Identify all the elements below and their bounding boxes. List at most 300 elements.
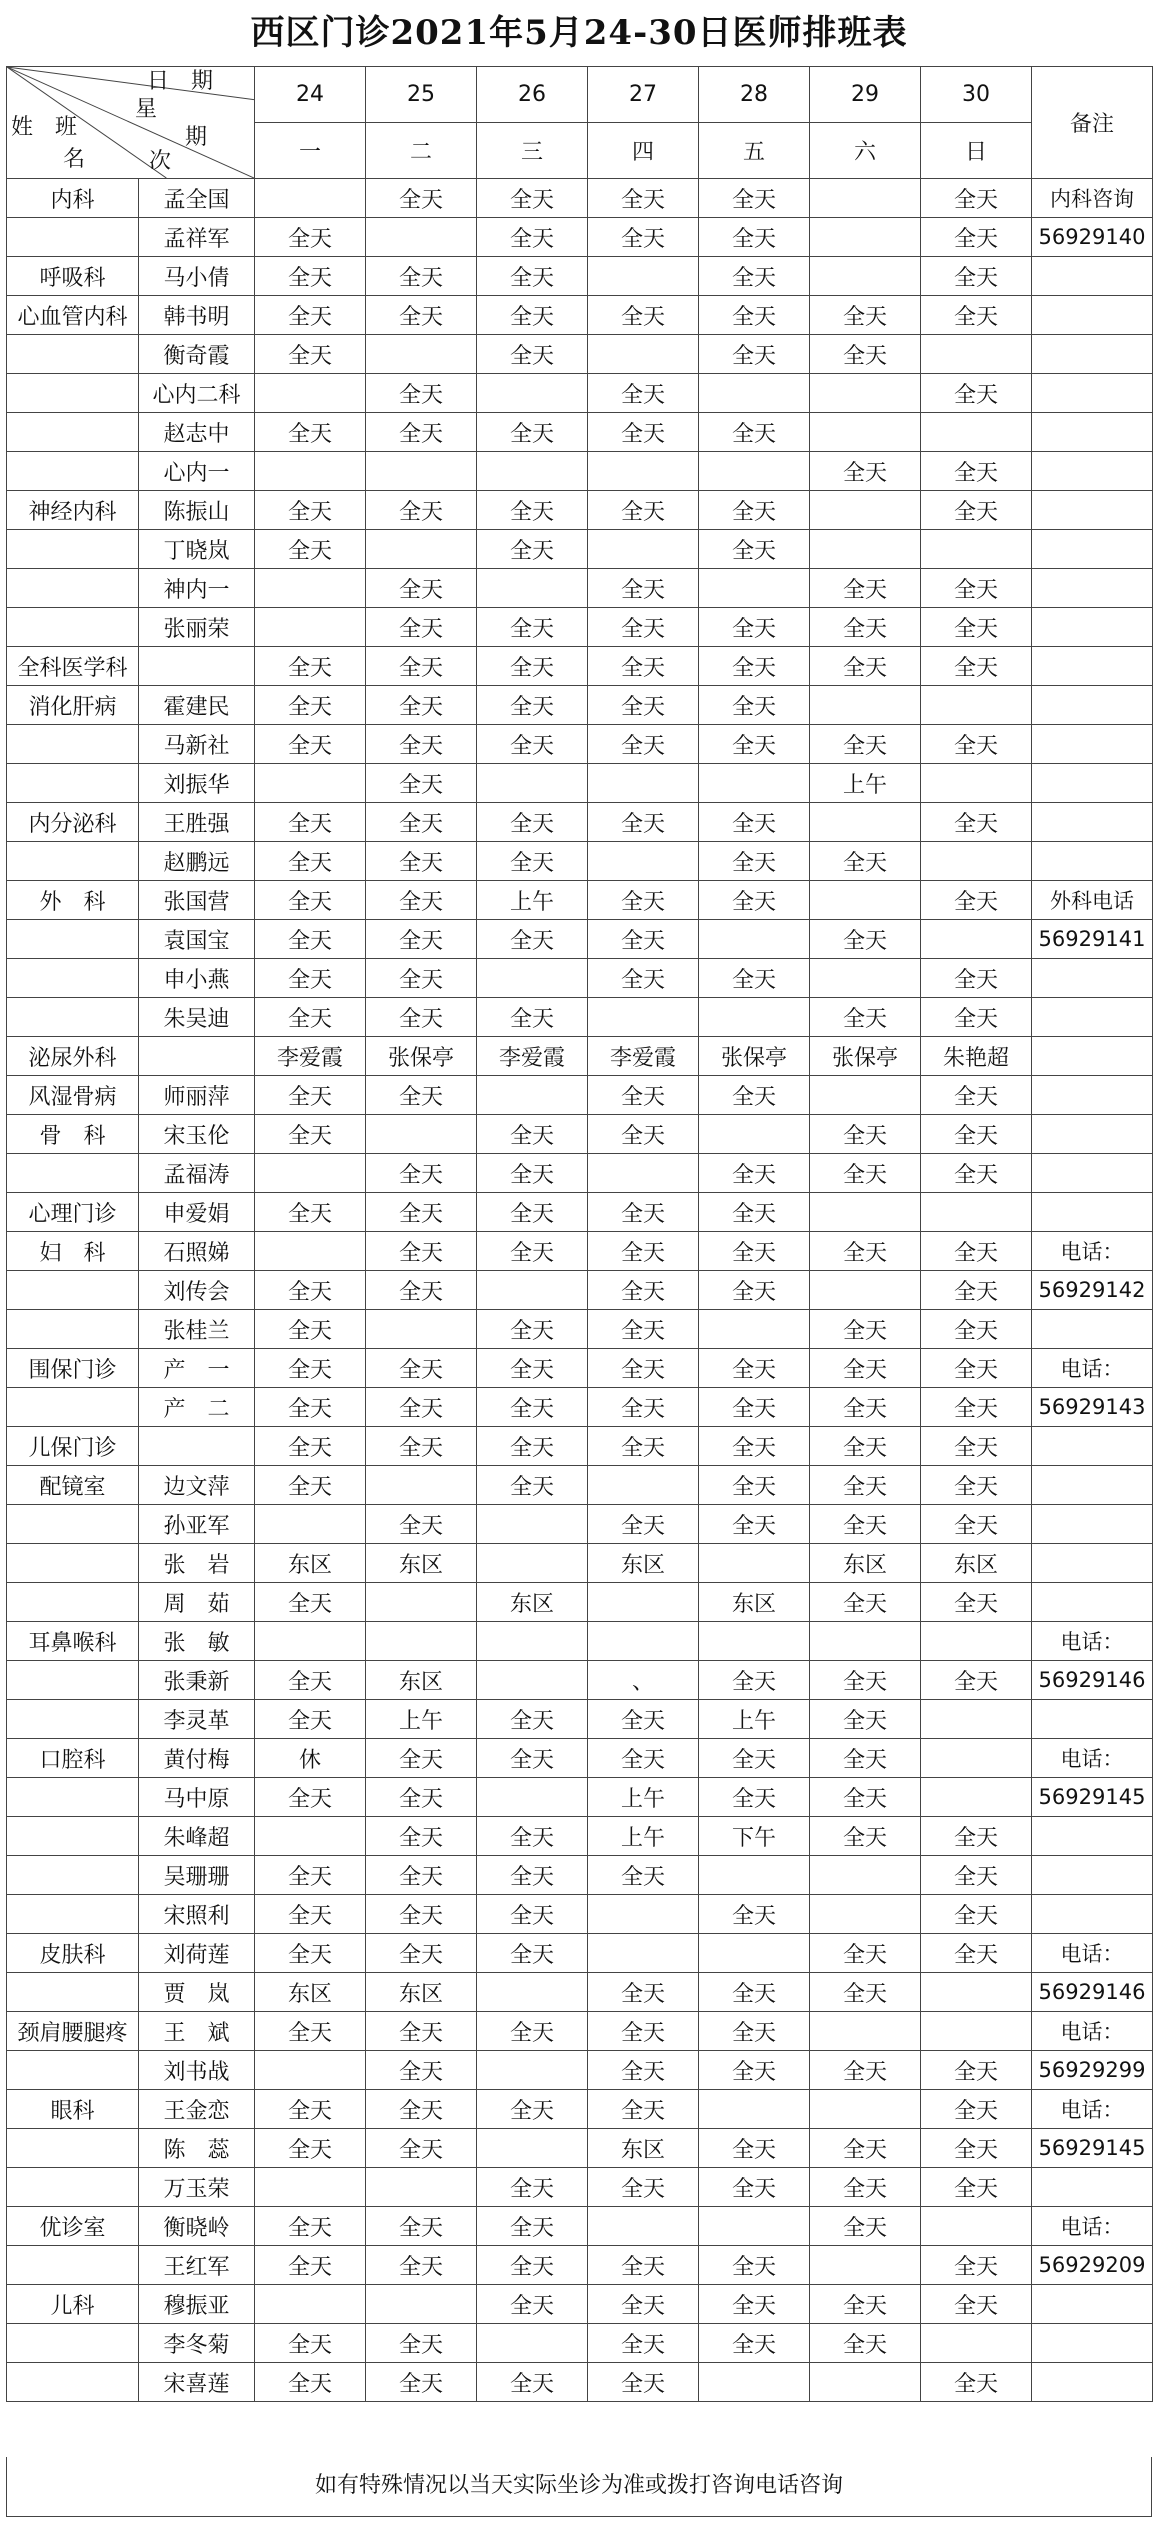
department-cell xyxy=(7,842,139,881)
shift-cell: 全天 xyxy=(921,881,1032,920)
shift-cell: 全天 xyxy=(699,2168,810,2207)
shift-cell: 全天 xyxy=(477,257,588,296)
shift-cell: 全天 xyxy=(921,296,1032,335)
shift-cell: 全天 xyxy=(255,257,366,296)
shift-cell xyxy=(921,1622,1032,1661)
shift-cell: 全天 xyxy=(366,2246,477,2285)
shift-cell: 全天 xyxy=(588,2324,699,2363)
department-cell: 儿保门诊 xyxy=(7,1427,139,1466)
shift-cell: 全天 xyxy=(477,1310,588,1349)
shift-cell: 全天 xyxy=(588,1700,699,1739)
shift-cell: 全天 xyxy=(477,1388,588,1427)
schedule-table xyxy=(6,66,1153,2402)
shift-cell xyxy=(921,1193,1032,1232)
doctor-name-cell xyxy=(139,1427,255,1466)
shift-cell: 全天 xyxy=(921,1310,1032,1349)
shift-cell: 东区 xyxy=(255,1544,366,1583)
doctor-name-cell: 心内二科 xyxy=(139,374,255,413)
shift-cell: 全天 xyxy=(366,1193,477,1232)
shift-cell: 全天 xyxy=(588,1232,699,1271)
shift-cell: 全天 xyxy=(810,569,921,608)
shift-cell: 全天 xyxy=(588,647,699,686)
shift-cell xyxy=(366,1622,477,1661)
shift-cell: 全天 xyxy=(810,1154,921,1193)
shift-cell xyxy=(477,1505,588,1544)
shift-cell: 全天 xyxy=(588,1271,699,1310)
shift-cell: 全天 xyxy=(588,1739,699,1778)
shift-cell xyxy=(477,1973,588,2012)
shift-cell: 全天 xyxy=(699,2246,810,2285)
shift-cell: 全天 xyxy=(255,218,366,257)
shift-cell xyxy=(255,764,366,803)
doctor-name-cell: 王红军 xyxy=(139,2246,255,2285)
shift-cell: 全天 xyxy=(477,2012,588,2051)
table-row xyxy=(7,1817,1153,1856)
shift-cell: 全天 xyxy=(477,1895,588,1934)
shift-cell: 全天 xyxy=(477,686,588,725)
shift-cell: 张保亭 xyxy=(699,1037,810,1076)
table-row xyxy=(7,686,1153,725)
department-cell xyxy=(7,1154,139,1193)
remark-cell: 56929299 xyxy=(1032,2051,1153,2090)
shift-cell xyxy=(477,1661,588,1700)
shift-cell: 全天 xyxy=(699,218,810,257)
doctor-name-cell: 边文萍 xyxy=(139,1466,255,1505)
shift-cell: 全天 xyxy=(810,1427,921,1466)
shift-cell: 全天 xyxy=(255,2207,366,2246)
department-cell xyxy=(7,1310,139,1349)
table-row xyxy=(7,1505,1153,1544)
table-row xyxy=(7,335,1153,374)
corner-dept-label: 名 xyxy=(63,147,86,172)
shift-cell: 全天 xyxy=(366,2324,477,2363)
shift-cell: 全天 xyxy=(366,2207,477,2246)
shift-cell: 全天 xyxy=(255,803,366,842)
shift-cell: 全天 xyxy=(699,647,810,686)
shift-cell: 全天 xyxy=(255,1388,366,1427)
page-title: 西区门诊2021年5月24-30日医师排班表 xyxy=(250,13,908,53)
table-row xyxy=(7,2168,1153,2207)
shift-cell: 全天 xyxy=(810,1778,921,1817)
shift-cell: 东区 xyxy=(366,1661,477,1700)
shift-cell: 全天 xyxy=(366,569,477,608)
shift-cell: 全天 xyxy=(810,1973,921,2012)
doctor-name-cell: 产 一 xyxy=(139,1349,255,1388)
doctor-name-cell: 刘传会 xyxy=(139,1271,255,1310)
shift-cell xyxy=(699,1544,810,1583)
weekday-cell: 一 xyxy=(255,123,366,179)
shift-cell: 全天 xyxy=(366,1232,477,1271)
doctor-name-cell: 赵鹏远 xyxy=(139,842,255,881)
shift-cell: 全天 xyxy=(810,335,921,374)
remark-cell xyxy=(1032,686,1153,725)
shift-cell: 全天 xyxy=(699,2324,810,2363)
shift-cell xyxy=(921,1700,1032,1739)
shift-cell: 全天 xyxy=(810,1349,921,1388)
table-row xyxy=(7,2207,1153,2246)
department-cell: 优诊室 xyxy=(7,2207,139,2246)
corner-weekday-label: 星 xyxy=(135,97,158,122)
remark-cell: 56929140 xyxy=(1032,218,1153,257)
shift-cell: 、 xyxy=(588,1661,699,1700)
shift-cell: 全天 xyxy=(699,1388,810,1427)
date-cell: 29 xyxy=(810,67,921,123)
shift-cell: 全天 xyxy=(699,179,810,218)
shift-cell: 全天 xyxy=(366,686,477,725)
shift-cell: 全天 xyxy=(255,335,366,374)
shift-cell: 全天 xyxy=(810,1817,921,1856)
shift-cell: 全天 xyxy=(699,1661,810,1700)
doctor-name-cell: 衡晓岭 xyxy=(139,2207,255,2246)
table-row xyxy=(7,1193,1153,1232)
shift-cell: 全天 xyxy=(810,296,921,335)
shift-cell: 全天 xyxy=(366,2363,477,2402)
shift-cell: 全天 xyxy=(699,881,810,920)
shift-cell xyxy=(699,452,810,491)
table-row xyxy=(7,2129,1153,2168)
shift-cell: 全天 xyxy=(921,998,1032,1037)
remark-cell: 电话： xyxy=(1032,1349,1153,1388)
shift-cell: 全天 xyxy=(699,2012,810,2051)
shift-cell: 全天 xyxy=(921,2246,1032,2285)
remark-cell xyxy=(1032,413,1153,452)
shift-cell: 全天 xyxy=(366,998,477,1037)
remark-cell xyxy=(1032,1544,1153,1583)
shift-cell: 全天 xyxy=(366,725,477,764)
table-row xyxy=(7,2246,1153,2285)
shift-cell: 全天 xyxy=(699,1778,810,1817)
shift-cell: 全天 xyxy=(588,1505,699,1544)
doctor-name-cell: 马新社 xyxy=(139,725,255,764)
shift-cell: 全天 xyxy=(588,2246,699,2285)
remark-cell xyxy=(1032,2285,1153,2324)
shift-cell xyxy=(921,530,1032,569)
shift-cell: 全天 xyxy=(477,491,588,530)
shift-cell: 全天 xyxy=(366,1076,477,1115)
remark-cell: 外科电话 xyxy=(1032,881,1153,920)
shift-cell: 全天 xyxy=(588,1388,699,1427)
shift-cell: 全天 xyxy=(921,374,1032,413)
shift-cell: 全天 xyxy=(810,1583,921,1622)
table-row xyxy=(7,1661,1153,1700)
table-row xyxy=(7,998,1153,1037)
shift-cell: 全天 xyxy=(255,2246,366,2285)
weekday-cell: 二 xyxy=(366,123,477,179)
remark-cell: 电话： xyxy=(1032,1622,1153,1661)
shift-cell: 全天 xyxy=(366,647,477,686)
table-row xyxy=(7,1778,1153,1817)
shift-cell: 东区 xyxy=(699,1583,810,1622)
shift-cell xyxy=(810,1271,921,1310)
shift-cell xyxy=(588,1154,699,1193)
shift-cell: 东区 xyxy=(921,1544,1032,1583)
footer-note: 如有特殊情况以当天实际坐诊为准或拨打咨询电话咨询 xyxy=(6,2457,1152,2517)
shift-cell: 东区 xyxy=(810,1544,921,1583)
shift-cell: 全天 xyxy=(477,413,588,452)
shift-cell: 全天 xyxy=(588,1349,699,1388)
shift-cell: 全天 xyxy=(588,2285,699,2324)
shift-cell xyxy=(588,1895,699,1934)
remark-cell xyxy=(1032,1154,1153,1193)
shift-cell xyxy=(810,1895,921,1934)
doctor-name-cell: 宋照利 xyxy=(139,1895,255,1934)
department-cell xyxy=(7,2129,139,2168)
doctor-name-cell: 刘荷莲 xyxy=(139,1934,255,1973)
department-cell: 外 科 xyxy=(7,881,139,920)
shift-cell: 全天 xyxy=(366,1505,477,1544)
shift-cell: 全天 xyxy=(255,296,366,335)
doctor-name-cell: 李灵革 xyxy=(139,1700,255,1739)
table-row xyxy=(7,2051,1153,2090)
department-cell: 颈肩腰腿疼 xyxy=(7,2012,139,2051)
remark-cell xyxy=(1032,1856,1153,1895)
remark-cell: 56929146 xyxy=(1032,1661,1153,1700)
shift-cell xyxy=(588,1466,699,1505)
shift-cell xyxy=(255,1622,366,1661)
shift-cell: 全天 xyxy=(477,803,588,842)
shift-cell: 全天 xyxy=(477,1739,588,1778)
shift-cell: 全天 xyxy=(588,608,699,647)
shift-cell xyxy=(699,2363,810,2402)
doctor-name-cell: 万玉荣 xyxy=(139,2168,255,2207)
table-row xyxy=(7,1739,1153,1778)
shift-cell xyxy=(366,1310,477,1349)
table-row xyxy=(7,1076,1153,1115)
shift-cell: 全天 xyxy=(366,608,477,647)
remark-cell xyxy=(1032,998,1153,1037)
shift-cell: 全天 xyxy=(699,296,810,335)
department-cell: 风湿骨病 xyxy=(7,1076,139,1115)
shift-cell: 全天 xyxy=(255,1349,366,1388)
remark-cell: 56929146 xyxy=(1032,1973,1153,2012)
table-row xyxy=(7,959,1153,998)
department-cell: 内分泌科 xyxy=(7,803,139,842)
shift-cell: 全天 xyxy=(366,374,477,413)
shift-cell: 全天 xyxy=(477,2090,588,2129)
doctor-name-cell: 黄付梅 xyxy=(139,1739,255,1778)
shift-cell xyxy=(366,452,477,491)
department-cell: 眼科 xyxy=(7,2090,139,2129)
shift-cell: 全天 xyxy=(588,2168,699,2207)
shift-cell: 东区 xyxy=(477,1583,588,1622)
shift-cell: 全天 xyxy=(699,1505,810,1544)
shift-cell: 全天 xyxy=(588,803,699,842)
shift-cell: 全天 xyxy=(255,1583,366,1622)
doctor-name-cell: 王胜强 xyxy=(139,803,255,842)
remark-cell xyxy=(1032,1895,1153,1934)
doctor-name-cell: 师丽萍 xyxy=(139,1076,255,1115)
doctor-name-cell: 周 茹 xyxy=(139,1583,255,1622)
shift-cell: 全天 xyxy=(588,1973,699,2012)
shift-cell xyxy=(810,881,921,920)
remark-cell xyxy=(1032,452,1153,491)
table-row xyxy=(7,2285,1153,2324)
remark-cell xyxy=(1032,764,1153,803)
doctor-name-cell: 张桂兰 xyxy=(139,1310,255,1349)
shift-cell: 全天 xyxy=(477,296,588,335)
shift-cell xyxy=(366,2285,477,2324)
doctor-name-cell: 王 斌 xyxy=(139,2012,255,2051)
doctor-name-cell: 刘书战 xyxy=(139,2051,255,2090)
shift-cell: 全天 xyxy=(477,647,588,686)
shift-cell xyxy=(366,218,477,257)
shift-cell: 全天 xyxy=(810,2324,921,2363)
shift-cell: 全天 xyxy=(255,2129,366,2168)
shift-cell: 全天 xyxy=(255,1934,366,1973)
shift-cell: 全天 xyxy=(921,2129,1032,2168)
shift-cell: 全天 xyxy=(477,2246,588,2285)
doctor-name-cell: 霍建民 xyxy=(139,686,255,725)
weekday-cell: 六 xyxy=(810,123,921,179)
department-cell: 心理门诊 xyxy=(7,1193,139,1232)
remark-cell xyxy=(1032,647,1153,686)
shift-cell: 全天 xyxy=(588,491,699,530)
shift-cell: 李爱霞 xyxy=(477,1037,588,1076)
shift-cell xyxy=(477,1778,588,1817)
shift-cell xyxy=(477,2129,588,2168)
shift-cell: 全天 xyxy=(255,1778,366,1817)
doctor-name-cell: 马中原 xyxy=(139,1778,255,1817)
shift-cell: 上午 xyxy=(699,1700,810,1739)
corner-period-label: 期 xyxy=(185,125,208,150)
shift-cell: 全天 xyxy=(588,881,699,920)
remark-cell: 电话： xyxy=(1032,2090,1153,2129)
shift-cell: 东区 xyxy=(255,1973,366,2012)
shift-cell: 全天 xyxy=(921,725,1032,764)
department-cell xyxy=(7,1856,139,1895)
department-cell: 皮肤科 xyxy=(7,1934,139,1973)
table-row xyxy=(7,647,1153,686)
shift-cell xyxy=(921,1739,1032,1778)
shift-cell: 全天 xyxy=(699,1349,810,1388)
doctor-name-cell: 衡奇霞 xyxy=(139,335,255,374)
shift-cell: 全天 xyxy=(255,1700,366,1739)
shift-cell: 全天 xyxy=(921,1466,1032,1505)
remark-cell xyxy=(1032,530,1153,569)
table-row xyxy=(7,452,1153,491)
shift-cell: 全天 xyxy=(477,725,588,764)
remark-cell: 电话： xyxy=(1032,1934,1153,1973)
shift-cell: 上午 xyxy=(810,764,921,803)
shift-cell: 全天 xyxy=(921,2168,1032,2207)
shift-cell: 全天 xyxy=(810,647,921,686)
shift-cell: 全天 xyxy=(366,881,477,920)
remark-cell xyxy=(1032,1037,1153,1076)
doctor-name-cell: 申小燕 xyxy=(139,959,255,998)
shift-cell: 全天 xyxy=(477,608,588,647)
department-cell xyxy=(7,374,139,413)
table-row xyxy=(7,1973,1153,2012)
table-row xyxy=(7,1271,1153,1310)
department-cell xyxy=(7,998,139,1037)
shift-cell: 全天 xyxy=(699,842,810,881)
shift-cell: 全天 xyxy=(588,1115,699,1154)
shift-cell: 全天 xyxy=(477,335,588,374)
shift-cell: 全天 xyxy=(255,842,366,881)
shift-cell: 全天 xyxy=(588,2012,699,2051)
weekday-cell: 三 xyxy=(477,123,588,179)
shift-cell: 全天 xyxy=(699,1271,810,1310)
table-row xyxy=(7,1544,1153,1583)
shift-cell xyxy=(366,335,477,374)
department-cell xyxy=(7,218,139,257)
date-cell: 28 xyxy=(699,67,810,123)
shift-cell: 全天 xyxy=(366,1271,477,1310)
shift-cell: 全天 xyxy=(810,1310,921,1349)
shift-cell: 全天 xyxy=(921,1271,1032,1310)
shift-cell: 全天 xyxy=(699,608,810,647)
shift-cell: 全天 xyxy=(477,1856,588,1895)
shift-cell: 全天 xyxy=(921,803,1032,842)
shift-cell xyxy=(477,374,588,413)
shift-cell: 朱艳超 xyxy=(921,1037,1032,1076)
shift-cell: 全天 xyxy=(810,998,921,1037)
table-row xyxy=(7,764,1153,803)
shift-cell xyxy=(810,1622,921,1661)
remark-cell: 56929145 xyxy=(1032,1778,1153,1817)
shift-cell: 全天 xyxy=(255,920,366,959)
table-row xyxy=(7,2090,1153,2129)
doctor-name-cell: 贾 岚 xyxy=(139,1973,255,2012)
doctor-name-cell: 张丽荣 xyxy=(139,608,255,647)
shift-cell: 全天 xyxy=(255,647,366,686)
shift-cell: 全天 xyxy=(810,2207,921,2246)
shift-cell xyxy=(255,569,366,608)
shift-cell xyxy=(921,2324,1032,2363)
shift-cell: 全天 xyxy=(366,1817,477,1856)
shift-cell: 全天 xyxy=(810,1661,921,1700)
shift-cell: 全天 xyxy=(255,1193,366,1232)
shift-cell: 全天 xyxy=(699,1154,810,1193)
shift-cell xyxy=(255,2168,366,2207)
shift-cell: 全天 xyxy=(699,257,810,296)
department-cell xyxy=(7,1895,139,1934)
department-cell xyxy=(7,2324,139,2363)
shift-cell xyxy=(477,1544,588,1583)
shift-cell: 李爱霞 xyxy=(588,1037,699,1076)
department-cell xyxy=(7,2051,139,2090)
department-cell xyxy=(7,2168,139,2207)
table-row xyxy=(7,413,1153,452)
remark-cell xyxy=(1032,1817,1153,1856)
shift-cell: 全天 xyxy=(810,2129,921,2168)
shift-cell: 全天 xyxy=(477,1934,588,1973)
remark-cell: 56929143 xyxy=(1032,1388,1153,1427)
shift-cell: 张保亭 xyxy=(810,1037,921,1076)
shift-cell: 全天 xyxy=(921,257,1032,296)
shift-cell xyxy=(588,452,699,491)
department-cell: 呼吸科 xyxy=(7,257,139,296)
shift-cell: 全天 xyxy=(921,1856,1032,1895)
shift-cell: 全天 xyxy=(366,842,477,881)
shift-cell xyxy=(921,764,1032,803)
shift-cell xyxy=(477,569,588,608)
shift-cell xyxy=(588,1934,699,1973)
shift-cell: 全天 xyxy=(699,2129,810,2168)
header-corner xyxy=(7,67,255,179)
shift-cell: 全天 xyxy=(588,179,699,218)
remark-cell xyxy=(1032,1193,1153,1232)
shift-cell: 全天 xyxy=(477,1193,588,1232)
shift-cell: 全天 xyxy=(255,1076,366,1115)
date-cell: 25 xyxy=(366,67,477,123)
shift-cell: 东区 xyxy=(588,1544,699,1583)
shift-cell: 全天 xyxy=(699,335,810,374)
shift-cell: 东区 xyxy=(366,1544,477,1583)
table-row xyxy=(7,1388,1153,1427)
doctor-name-cell: 张国营 xyxy=(139,881,255,920)
remark-cell xyxy=(1032,608,1153,647)
